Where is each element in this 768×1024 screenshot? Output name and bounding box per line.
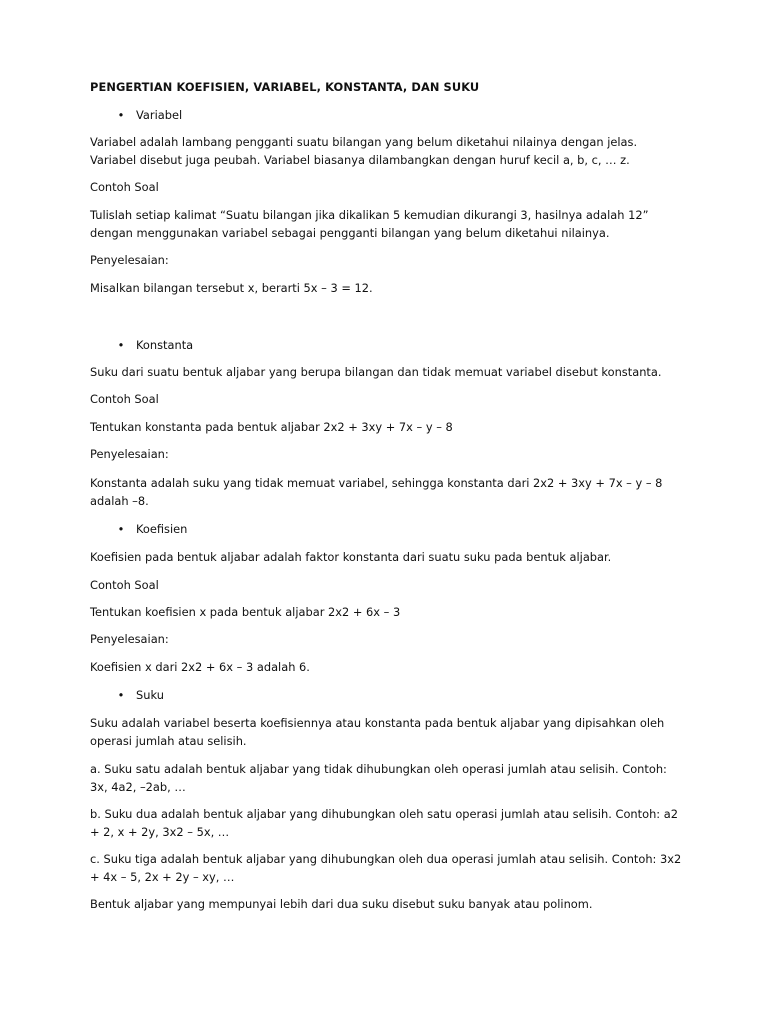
solution-answer: Misalkan bilangan tersebut x, berarti 5x – 3 = 12. (90, 281, 373, 295)
section-definition: Suku dari suatu bentuk aljabar yang berupa bilangan dan tidak memuat variabel disebut konstanta. (90, 365, 662, 379)
closing-statement: Bentuk aljabar yang mempunyai lebih dari dua suku disebut suku banyak atau polinom. (90, 897, 593, 911)
suku-item-b: b. Suku dua adalah bentuk aljabar yang dihubungkan oleh satu operasi jumlah atau selisih. Contoh: a2 + 2, x + 2y, 3x2 – 5x, … (90, 807, 678, 839)
section-heading-suku: Suku (136, 688, 164, 702)
solution-label: Penyelesaian: (90, 253, 169, 267)
bullet-icon: • (117, 522, 125, 536)
section-definition: Koefisien pada bentuk aljabar adalah faktor konstanta dari suatu suku pada bentuk aljabar. (90, 550, 612, 564)
section-heading-koefisien: Koefisien (136, 522, 188, 536)
bullet-icon: • (117, 338, 125, 352)
example-label: Contoh Soal (90, 392, 159, 406)
solution-answer: Koefisien x dari 2x2 + 6x – 3 adalah 6. (90, 660, 310, 674)
solution-label: Penyelesaian: (90, 632, 169, 646)
section-heading-konstanta: Konstanta (136, 338, 194, 352)
bullet-icon: • (117, 108, 125, 122)
example-question: Tulislah setiap kalimat “Suatu bilangan jika dikalikan 5 kemudian dikurangi 3, hasilnya adalah 12” dengan menggunakan variabel sebagai pengganti bilangan yang belum diketahui nilainya. (90, 208, 649, 240)
bullet-icon: • (117, 688, 125, 702)
section-definition: Variabel adalah lambang pengganti suatu bilangan yang belum diketahui nilainya dengan jelas. Variabel disebut juga peubah. Variabel biasanya dilambangkan dengan huruf kecil a, b, c, … z. (90, 135, 638, 167)
suku-item-a: a. Suku satu adalah bentuk aljabar yang tidak dihubungkan oleh operasi jumlah atau selisih. Contoh: 3x, 4a2, –2ab, … (90, 762, 667, 794)
solution-label: Penyelesaian: (90, 447, 169, 461)
example-question: Tentukan koefisien x pada bentuk aljabar 2x2 + 6x – 3 (90, 605, 401, 619)
example-label: Contoh Soal (90, 578, 159, 592)
example-question: Tentukan konstanta pada bentuk aljabar 2x2 + 3xy + 7x – y – 8 (90, 420, 453, 434)
section-heading-variabel: Variabel (136, 108, 183, 122)
section-definition: Suku adalah variabel beserta koefisiennya atau konstanta pada bentuk aljabar yang dipisahkan oleh operasi jumlah atau selisih. (90, 716, 665, 748)
suku-item-c: c. Suku tiga adalah bentuk aljabar yang dihubungkan oleh dua operasi jumlah atau selisih. Contoh: 3x2 + 4x – 5, 2x + 2y – xy, … (90, 852, 682, 884)
example-label: Contoh Soal (90, 180, 159, 194)
document-title: PENGERTIAN KOEFISIEN, VARIABEL, KONSTANTA, DAN SUKU (90, 80, 480, 94)
solution-answer: Konstanta adalah suku yang tidak memuat variabel, sehingga konstanta dari 2x2 + 3xy + 7x – y – 8 adalah –8. (90, 476, 663, 508)
